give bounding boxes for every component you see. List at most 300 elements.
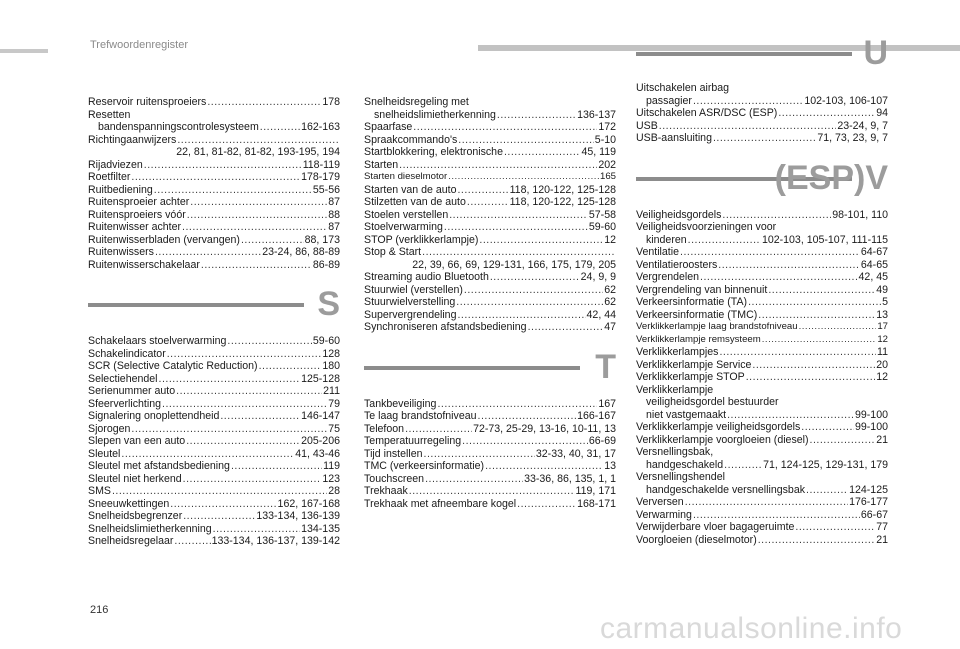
index-term: Verkeersinformatie (TMC)	[636, 308, 758, 321]
index-entry	[88, 171, 340, 184]
index-entry	[364, 473, 616, 486]
index-entry	[364, 410, 616, 423]
page-reference: 211	[323, 385, 340, 397]
index-entry	[88, 246, 340, 259]
index-term: Schakelindicator	[88, 347, 166, 360]
index-line	[636, 484, 888, 497]
page-reference: 125-128	[301, 372, 340, 385]
index-line	[88, 348, 340, 361]
index-entry	[364, 309, 616, 322]
index-line	[636, 309, 888, 322]
index-term: 22, 39, 66, 69, 129-131, 166, 175, 179, 205	[412, 258, 616, 271]
leader-dots	[457, 309, 585, 322]
leader-dots	[241, 234, 304, 247]
page-reference: 5-10	[594, 133, 616, 146]
leader-dots	[693, 509, 860, 522]
page-reference: 162-163	[301, 121, 340, 133]
page-reference: 55-56	[312, 183, 340, 196]
index-entry	[636, 496, 888, 509]
leader-dots	[490, 271, 580, 284]
index-line	[636, 107, 888, 120]
index-entry	[636, 421, 888, 434]
index-entry	[364, 146, 616, 159]
page-reference: 99-100	[855, 421, 888, 433]
index-entry	[88, 398, 340, 411]
page-header-title: Trefwoordenregister	[90, 39, 189, 51]
index-term: handgeschakeld	[646, 458, 724, 471]
index-term: Veiligheidsvoorzieningen voor	[636, 221, 777, 233]
leader-dots	[425, 473, 523, 486]
index-entry	[636, 446, 888, 471]
leader-dots	[462, 435, 588, 448]
index-entry	[364, 435, 616, 448]
leader-dots	[713, 132, 816, 145]
index-line	[88, 498, 340, 511]
index-term: passagier	[646, 94, 692, 107]
index-line	[364, 184, 616, 197]
index-entry	[636, 246, 888, 259]
leader-dots	[762, 334, 877, 347]
leader-dots	[121, 448, 294, 461]
index-term: Sjorogen	[88, 422, 131, 435]
index-term: bandenspanningscontrolesysteem	[98, 121, 259, 133]
page-reference: 21	[876, 533, 888, 546]
leader-dots	[207, 96, 321, 109]
leader-dots	[260, 121, 300, 134]
index-line	[364, 121, 616, 134]
index-line	[636, 459, 888, 472]
index-column-3	[636, 34, 888, 546]
page-reference: 23-24, 9, 7	[837, 119, 888, 132]
index-entry	[88, 348, 340, 361]
index-term: Starten	[364, 158, 399, 171]
page-reference: 66-67	[860, 508, 888, 521]
index-line	[636, 95, 888, 108]
index-line	[88, 373, 340, 386]
page-reference: 64-67	[860, 246, 888, 258]
index-column-2	[364, 96, 616, 510]
leader-dots	[504, 146, 580, 159]
index-term: SCR (Selective Catalytic Reduction)	[88, 360, 258, 372]
leader-dots	[517, 498, 576, 511]
index-term: Touchscreen	[364, 472, 425, 485]
index-term: Supervergrendeling	[364, 308, 457, 321]
index-line	[88, 259, 340, 272]
index-line	[636, 296, 888, 309]
index-term: snelheidslimietherkenning	[374, 108, 496, 121]
page-reference: 146-147	[301, 410, 340, 422]
index-line	[364, 146, 616, 159]
index-entry	[364, 196, 616, 209]
page-reference: 88, 173	[304, 233, 340, 246]
index-column-1	[88, 96, 340, 548]
index-entry	[88, 134, 340, 159]
index-entry	[636, 271, 888, 284]
leader-dots	[259, 360, 322, 373]
leader-dots	[399, 159, 597, 172]
index-term: Verklikkerlampje Service	[636, 358, 752, 371]
page-reference: 136-137	[577, 108, 616, 121]
index-entry	[636, 521, 888, 534]
index-line	[88, 121, 340, 134]
index-entry	[88, 159, 340, 172]
index-line	[364, 321, 616, 334]
index-entry	[88, 498, 340, 511]
leader-dots	[700, 271, 858, 284]
leader-dots	[413, 121, 597, 134]
index-line	[636, 259, 888, 272]
page-reference: 12	[876, 371, 888, 383]
index-term: Versnellingsbak,	[636, 446, 714, 458]
index-entry	[364, 246, 616, 271]
leader-dots	[201, 259, 312, 272]
leader-dots	[444, 221, 588, 234]
index-term: veiligheidsgordel bestuurder	[646, 396, 779, 408]
page-reference: 180	[322, 360, 340, 372]
index-line	[88, 134, 340, 147]
index-entry	[364, 209, 616, 222]
index-term: Richtingaanwijzers	[88, 133, 177, 146]
leader-dots	[810, 434, 876, 447]
index-term: Sleutel	[88, 447, 121, 460]
page-number: 216	[90, 604, 109, 616]
section-rule	[636, 52, 852, 56]
index-line	[636, 234, 888, 247]
index-term: Verwijderbare vloer bagageruimte	[636, 521, 795, 533]
index-line	[88, 485, 340, 498]
index-entry	[88, 360, 340, 373]
leader-dots	[231, 460, 322, 473]
page-reference: 99-100	[855, 408, 888, 421]
leader-dots	[112, 485, 327, 498]
page-reference: 178	[322, 96, 340, 108]
index-term: Stilzetten van de auto	[364, 196, 466, 208]
index-line	[88, 523, 340, 536]
section-letter: U	[863, 34, 888, 72]
leader-dots	[688, 234, 761, 247]
index-entry	[636, 434, 888, 447]
index-line	[636, 246, 888, 259]
page-reference: 17	[877, 321, 888, 332]
index-entry	[636, 309, 888, 322]
index-entry	[364, 234, 616, 247]
leader-dots	[467, 196, 509, 209]
index-term: Stoelen verstellen	[364, 208, 449, 221]
page-reference: 87	[328, 196, 340, 208]
index-line	[364, 109, 616, 122]
index-term: Trekhaak met afneembare kogel	[364, 497, 517, 510]
index-entry	[364, 498, 616, 511]
index-term: Stuurwiel (verstellen)	[364, 283, 463, 296]
index-term: STOP (verklikkerlampje)	[364, 233, 479, 246]
index-line	[364, 284, 616, 297]
index-line	[88, 335, 340, 348]
index-line	[364, 460, 616, 473]
page-reference: 49	[876, 283, 888, 296]
index-term: Startblokkering, elektronische	[364, 146, 503, 158]
page-reference: 86-89	[312, 258, 340, 271]
index-line	[88, 209, 340, 222]
section-heading	[636, 34, 888, 78]
index-entry	[88, 523, 340, 536]
index-term: Starten dieselmotor	[364, 171, 448, 182]
index-line	[88, 473, 340, 486]
index-line	[364, 159, 616, 172]
page-reference: 94	[876, 107, 888, 119]
leader-dots	[746, 371, 875, 384]
leader-dots	[131, 171, 300, 184]
index-entry	[364, 96, 616, 121]
index-entry	[88, 460, 340, 473]
index-line	[636, 359, 888, 372]
index-line	[636, 509, 888, 522]
page-reference: 62	[604, 283, 616, 296]
leader-dots	[478, 410, 577, 423]
index-term: Verklikkerlampje	[636, 383, 714, 396]
leader-dots	[719, 346, 876, 359]
index-entry	[636, 534, 888, 547]
leader-dots	[685, 496, 848, 509]
page-reference: 13	[876, 308, 888, 321]
index-line	[636, 346, 888, 359]
page-reference: 71, 124-125, 129-131, 179	[763, 458, 888, 471]
leader-dots	[422, 246, 615, 259]
leader-dots	[722, 209, 831, 222]
leader-dots	[409, 485, 575, 498]
page-reference: 42, 45	[858, 271, 888, 283]
page-reference: 5	[882, 296, 888, 308]
index-line	[364, 209, 616, 222]
index-entry	[636, 509, 888, 522]
index-term: TMC (verkeersinformatie)	[364, 460, 485, 472]
leader-dots	[456, 296, 603, 309]
page-reference: 64-65	[860, 258, 888, 271]
index-entry	[88, 109, 340, 134]
leader-dots	[659, 120, 837, 133]
index-term: Signalering onoplettendheid	[88, 410, 220, 422]
index-term: Verklikkerlampje laag brandstofniveau	[636, 321, 798, 332]
section-heading	[636, 159, 888, 203]
page-reference: 178-179	[301, 171, 340, 183]
index-line	[636, 132, 888, 145]
index-term: Sleutel niet herkend	[88, 472, 182, 485]
index-line	[364, 271, 616, 284]
index-term: Te laag brandstofniveau	[364, 410, 477, 422]
index-line	[636, 120, 888, 133]
index-entry	[88, 221, 340, 234]
index-term: Schakelaars stoelverwarming	[88, 335, 227, 347]
index-term: Telefoon	[364, 422, 405, 435]
page-reference: 172	[598, 121, 616, 133]
index-term: Snelheidsregeling met	[364, 96, 469, 108]
leader-dots	[479, 234, 603, 247]
page-reference: 45, 119	[581, 146, 616, 158]
page-reference: 77	[876, 521, 888, 533]
index-term: Snelheidsbegrenzer	[88, 510, 183, 522]
page-reference: 62	[604, 296, 616, 308]
leader-dots	[806, 484, 848, 497]
leader-dots	[485, 460, 603, 473]
index-term: Trekhaak	[364, 485, 408, 497]
index-entry	[364, 485, 616, 498]
index-term: Sleutel met afstandsbediening	[88, 460, 230, 472]
leader-dots	[159, 373, 301, 386]
page-reference: 119, 171	[575, 485, 616, 497]
index-line	[636, 446, 888, 459]
index-term: Slepen van een auto	[88, 435, 186, 447]
index-term: Ventilatieroosters	[636, 258, 718, 271]
index-term: Uitschakelen airbag	[636, 82, 730, 94]
index-line	[88, 196, 340, 209]
index-term: Spraakcommando's	[364, 133, 458, 146]
index-term: Tijd instellen	[364, 447, 423, 460]
index-entry	[364, 171, 616, 184]
page-reference: 168-171	[577, 497, 616, 510]
index-line	[88, 146, 340, 159]
index-term: Versnellingshendel	[636, 471, 725, 483]
page-reference: 205-206	[301, 435, 340, 447]
index-entry	[636, 346, 888, 359]
index-line	[364, 423, 616, 436]
index-term: Uitschakelen ASR/DSC (ESP)	[636, 107, 778, 119]
index-entry	[88, 385, 340, 398]
index-line	[636, 221, 888, 234]
index-entry	[636, 359, 888, 372]
index-entry	[364, 321, 616, 334]
index-term: Vergrendelen	[636, 271, 700, 283]
index-entry	[88, 196, 340, 209]
index-line	[364, 171, 616, 184]
index-entry	[364, 184, 616, 197]
page-reference: 202	[598, 158, 616, 171]
page-reference: 118-119	[302, 158, 340, 171]
index-entry	[88, 485, 340, 498]
leader-dots	[170, 498, 276, 511]
leader-dots	[183, 510, 255, 523]
index-entry	[636, 371, 888, 384]
index-entry	[88, 473, 340, 486]
index-line	[88, 510, 340, 523]
index-entry	[88, 373, 340, 386]
leader-dots	[187, 209, 327, 222]
index-line	[88, 246, 340, 259]
index-term: Voorgloeien (dieselmotor)	[636, 533, 757, 546]
index-line	[88, 171, 340, 184]
leader-dots	[154, 184, 312, 197]
leader-dots	[176, 385, 322, 398]
leader-dots	[795, 521, 875, 534]
index-entry	[364, 423, 616, 436]
page-reference: 118, 120-122, 125-128	[509, 196, 616, 208]
index-line	[364, 485, 616, 498]
leader-dots	[405, 423, 472, 436]
page-reference: 21	[876, 433, 888, 446]
page-reference: 59-60	[312, 335, 340, 347]
index-line	[636, 534, 888, 547]
index-term: 22, 81, 81-82, 81-82, 193-195, 194	[176, 146, 340, 158]
index-line	[88, 410, 340, 423]
page-reference: 119	[323, 460, 340, 472]
page-reference: 167	[598, 397, 616, 410]
leader-dots	[758, 534, 875, 547]
index-term: Sfeerverlichting	[88, 397, 162, 410]
page-reference: 47	[604, 321, 616, 333]
index-term: Ruitenwissers	[88, 246, 154, 258]
index-line	[364, 96, 616, 109]
index-entry	[364, 221, 616, 234]
leader-dots	[448, 171, 599, 184]
index-entry	[364, 121, 616, 134]
watermark: carmanualsonline.info	[600, 612, 903, 645]
index-term: Verklikkerlampje STOP	[636, 371, 745, 383]
index-term: USB	[636, 119, 658, 132]
index-entry	[636, 132, 888, 145]
index-term: Sneeuwkettingen	[88, 497, 170, 510]
page-reference: 11	[877, 346, 888, 358]
index-entry	[88, 259, 340, 272]
page-reference: 66-69	[588, 435, 616, 447]
leader-dots	[724, 459, 762, 472]
index-line	[88, 448, 340, 461]
index-entry	[364, 271, 616, 284]
leader-dots	[778, 107, 875, 120]
index-entry	[636, 296, 888, 309]
index-entry	[364, 398, 616, 411]
page-reference: 13	[604, 460, 616, 472]
page-reference: 23-24, 86, 88-89	[262, 246, 340, 258]
index-term: Verklikkerlampjes	[636, 346, 719, 358]
index-line	[88, 109, 340, 122]
leader-dots	[227, 335, 312, 348]
index-line	[88, 435, 340, 448]
index-term: USB-aansluiting	[636, 132, 712, 144]
index-line	[88, 535, 340, 548]
index-line	[636, 471, 888, 484]
page-reference: 123	[322, 472, 340, 485]
index-line	[88, 159, 340, 172]
index-term: Verklikkerlampje veiligheidsgordels	[636, 421, 801, 433]
page-reference: 33-36, 86, 135, 1, 1	[524, 472, 616, 485]
leader-dots	[183, 473, 322, 486]
index-entry	[88, 535, 340, 548]
page-reference: 42, 44	[586, 308, 616, 321]
index-line	[364, 448, 616, 461]
leader-dots	[162, 398, 327, 411]
index-line	[636, 209, 888, 222]
index-line	[636, 421, 888, 434]
leader-dots	[437, 398, 597, 411]
section-letter: (ESP)V	[774, 158, 888, 197]
leader-dots	[190, 196, 327, 209]
index-term: Snelheidslimietherkenning	[88, 522, 212, 535]
page-reference: 134-135	[301, 522, 340, 535]
index-line	[636, 521, 888, 534]
index-entry	[88, 423, 340, 436]
index-entry	[364, 159, 616, 172]
index-term: Verversen	[636, 496, 684, 508]
index-entry	[636, 471, 888, 496]
index-term: Tankbeveiliging	[364, 397, 437, 410]
leader-dots	[458, 134, 594, 147]
leader-dots	[424, 448, 535, 461]
leader-dots	[758, 309, 875, 322]
page-reference: 102-103, 105-107, 111-115	[761, 233, 888, 246]
page-reference: 24, 9, 9	[580, 271, 616, 283]
page-reference: 75	[328, 422, 340, 435]
leader-dots	[748, 296, 881, 309]
page-reference: 12	[604, 233, 616, 246]
page-reference: 165	[599, 171, 616, 182]
